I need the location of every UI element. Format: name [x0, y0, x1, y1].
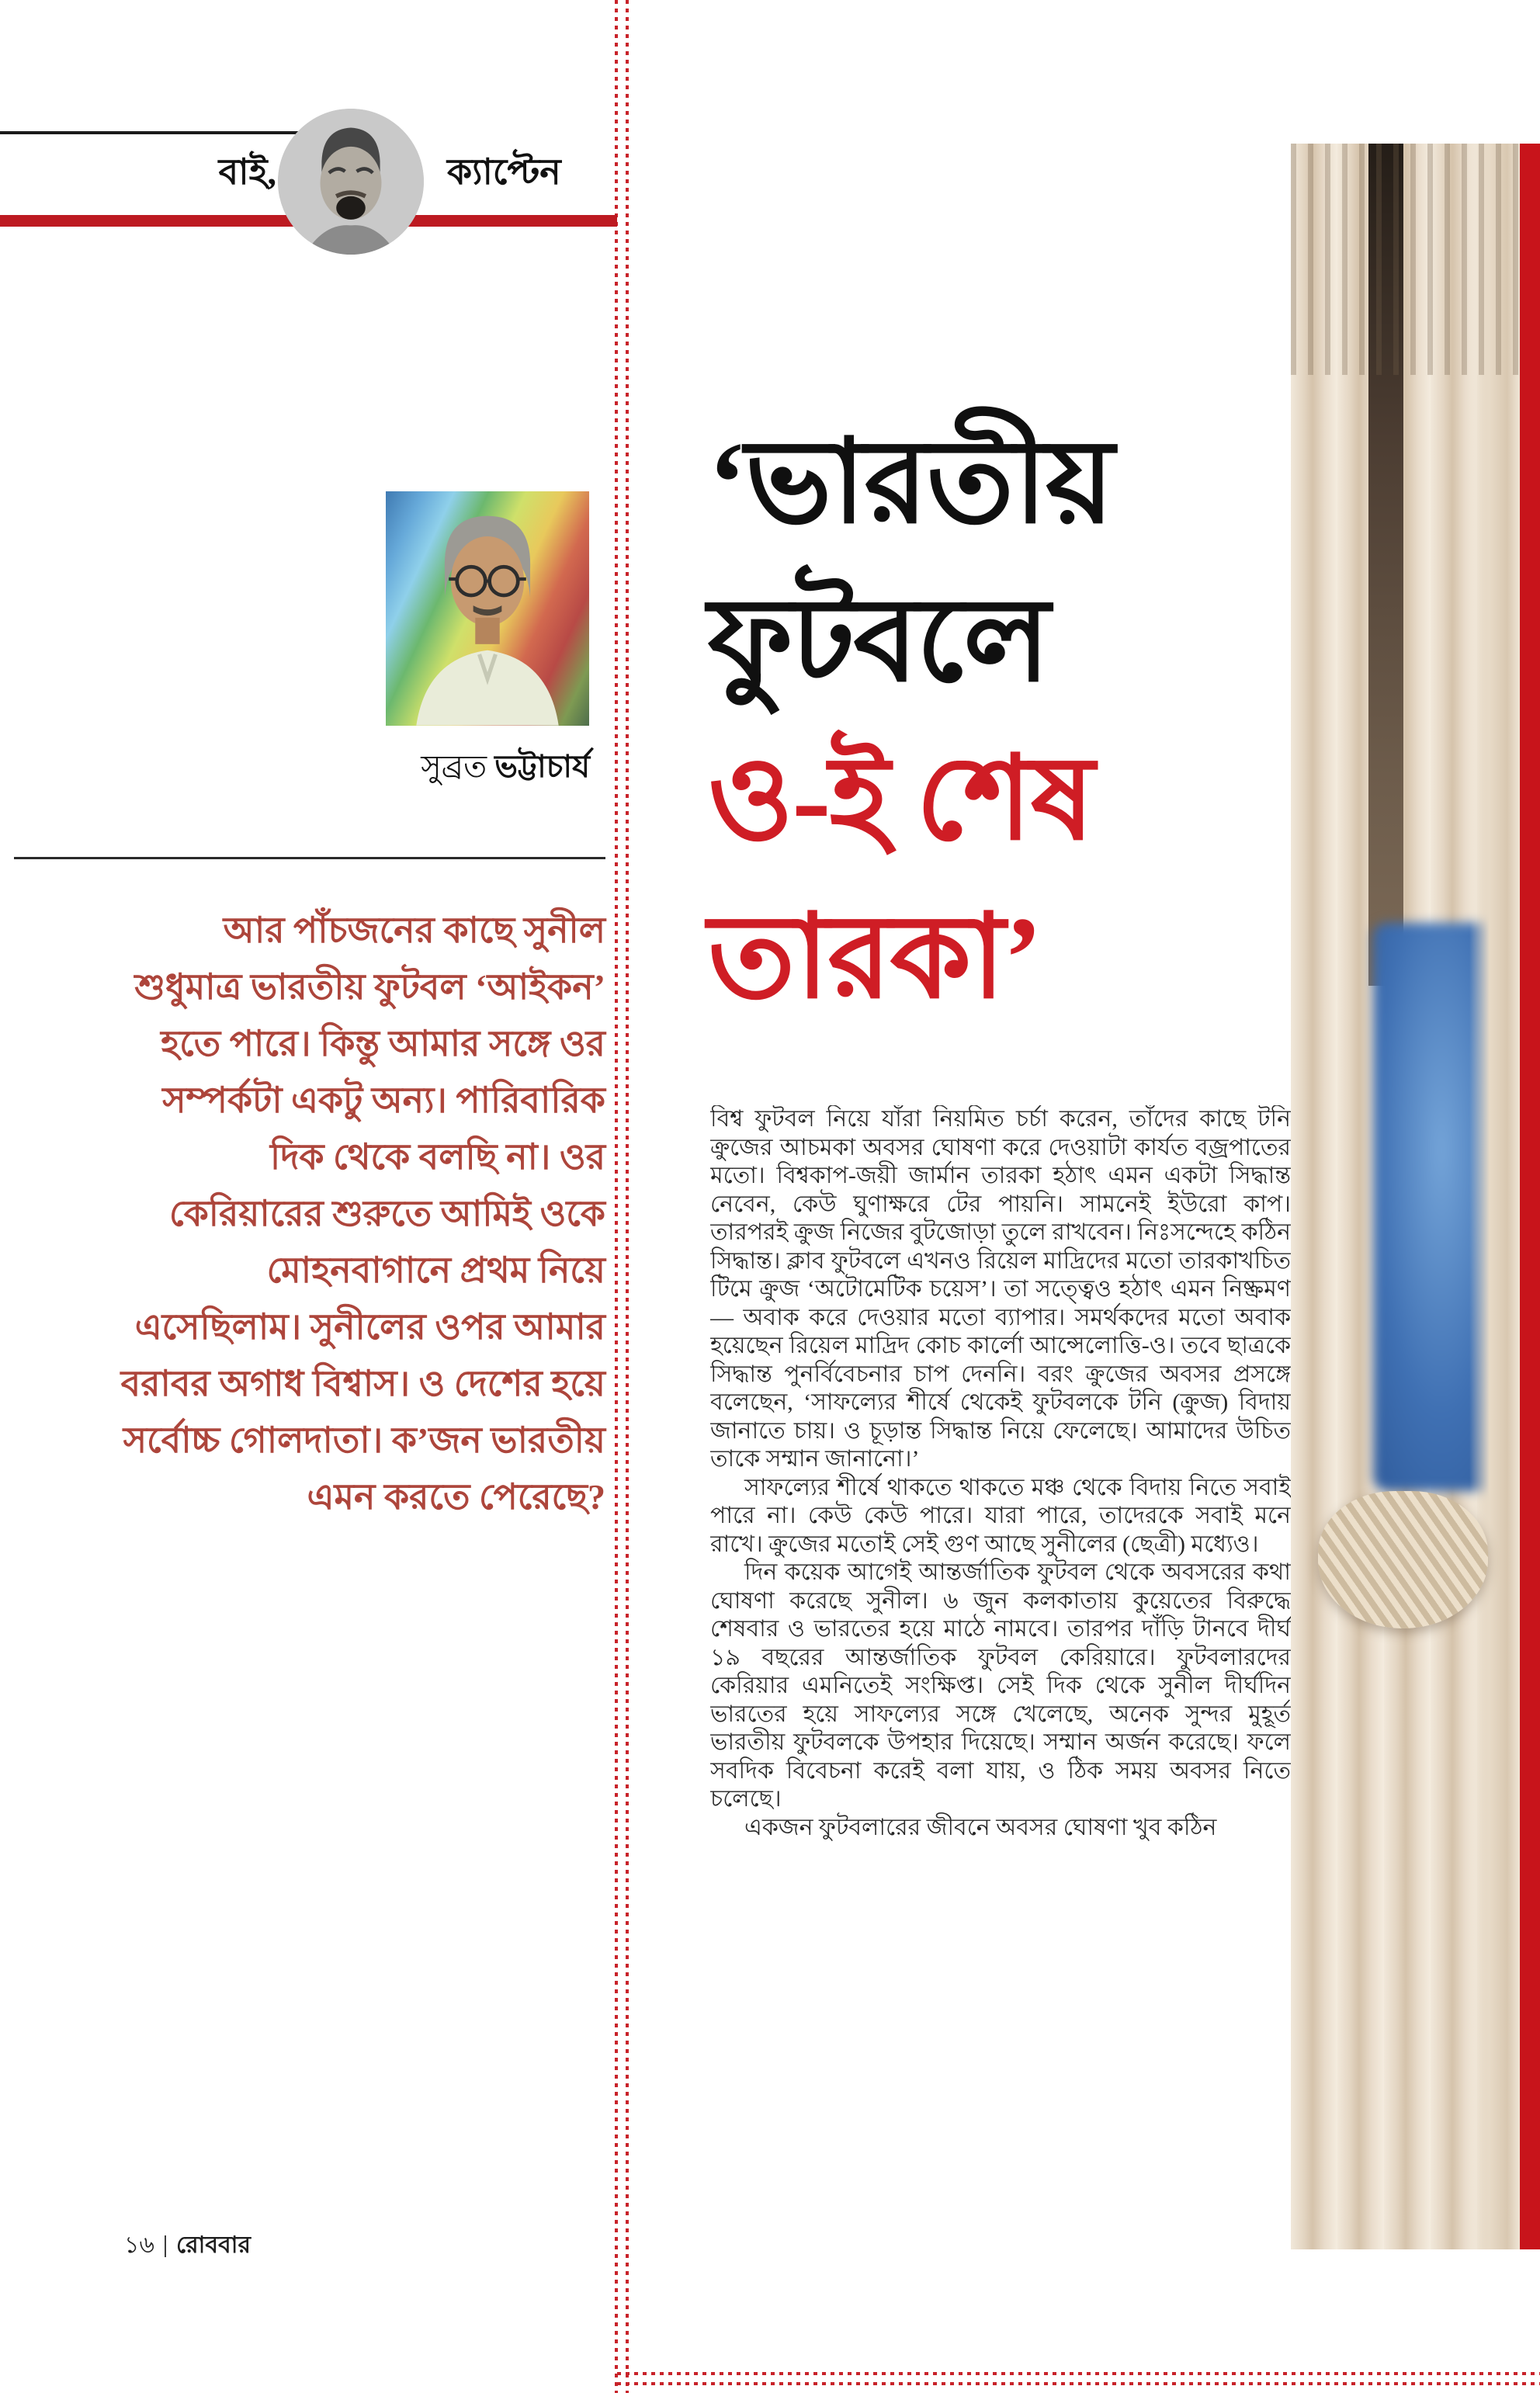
author-first-name: সুব্রত — [421, 749, 487, 784]
shouting-man-icon — [278, 109, 424, 255]
header-label-captain: ক্যাপ্টেন — [447, 152, 561, 192]
article-paragraph-3: দিন কয়েক আগেই আন্তর্জাতিক ফুটবল থেকে অবসরের কথা ঘোষণা করেছে সুনীল। ৬ জুন কলকাতায় কুয়েতের বিরুদ্ধে শেষবার ও ভারতের হয়ে মাঠে নামবে। তারপর দাঁড়ি টানবে দীর্ঘ ১৯ বছরের আন্তর্জাতিক ফুটবল কেরিয়ারে। ফুটবলারদের কেরিয়ার এমনিতেই সংক্ষিপ্ত। সেই দিক থেকে সুনীল দীর্ঘদিন ভারতের হয়ে সাফল্যের সঙ্গে খেলেছে, অনেক সুন্দর মুহূর্ত ভারতীয় ফুটবলকে উপহার দিয়েছে। সম্মান অর্জন করেছে। ফলে সবদিক বিবেচনা করেই বলা যায়, ও ঠিক সময় অবসর নিতে চলেছে। — [710, 1559, 1291, 1812]
author-last-name: ভট্টাচার্য — [494, 749, 590, 784]
headline-line-1: ‘ভারতীয় — [708, 418, 1113, 547]
footer-divider — [165, 2235, 166, 2257]
header-label-bye: বাই, — [218, 152, 276, 192]
curtain-top-pleats — [1291, 144, 1520, 375]
dotted-divider-vertical-inner — [626, 0, 629, 2393]
author-photo — [386, 491, 589, 726]
magazine-name: রোববার — [175, 2232, 251, 2258]
dotted-divider-vertical-outer — [615, 0, 618, 2393]
page-number: ১৬ — [124, 2232, 154, 2258]
right-edge-red-bar — [1520, 144, 1540, 2249]
author-byline — [264, 742, 590, 794]
headline-line-3: ও-ই শেষ — [708, 735, 1094, 864]
pull-quote: আর পাঁচজনের কাছে সুনীল শুধুমাত্র ভারতীয় ফুটবল ‘আইকন’ হতে পারে। কিন্তু আমার সঙ্গে ওর সম্পর্কটা একটু অন্য। পারিবারিক দিক থেকে বলছি না। ওর কেরিয়ারের শুরুতে আমিই ওকে মোহনবাগানে প্রথম নিয়ে এসেছিলাম। সুনীলের ওপর আমার বরাবর অগাধ বিশ্বাস। ও দেশের হয়ে সর্বোচ্চ গোলদাতা। ক’জন ভারতীয় এমন করতে পেরেছে? — [120, 910, 605, 1517]
article-body — [710, 1105, 1291, 2254]
headline-line-4: তারকা’ — [708, 893, 1041, 1022]
byline-divider-rule — [14, 857, 605, 859]
captain-avatar-photo — [278, 109, 424, 255]
dotted-divider-horizontal-bottom — [617, 2382, 1540, 2385]
curtain-photo — [1291, 144, 1520, 2249]
header-top-rule — [0, 131, 304, 134]
article-paragraph-4: একজন ফুটবলারের জীবনে অবসর ঘোষণা খুব কঠিন — [744, 1814, 1217, 1840]
headline-line-2: ফুটবলে — [708, 577, 1049, 706]
article-paragraph-1: বিশ্ব ফুটবল নিয়ে যাঁরা নিয়মিত চর্চা করেন, তাঁদের কাছে টনি ক্রুজের আচমকা অবসর ঘোষণা করে দেওয়াটা কার্যত বজ্রপাতের মতো। বিশ্বকাপ-জয়ী জার্মান তারকা হঠাৎ এমন একটা সিদ্ধান্ত নেবেন, কেউ ঘুণাক্ষরে টের পায়নি। সামনেই ইউরো কাপ। তারপরই ক্রুজ নিজের বুটজোড়া তুলে রাখবেন। নিঃসন্দেহে কঠিন সিদ্ধান্ত। ক্লাব ফুটবলে এখনও রিয়েল মাদ্রিদের মতো তারকাখচিত টিমে ক্রুজ ‘অটোমেটিক চয়েস’। তা সত্ত্বেও হঠাৎ এমন নিষ্ক্রমণ— অবাক করে দেওয়ার মতো ব্যাপার। সমর্থকদের মতো অবাক হয়েছেন রিয়েল মাদ্রিদ কোচ কার্লো আন্সেলোত্তি-ও। তবে ছাত্রকে সিদ্ধান্ত পুনর্বিবেচনার চাপ দেননি। বরং ক্রুজের অবসর প্রসঙ্গে বলেছেন, ‘সাফল্যের শীর্ষে থেকেই ফুটবলকে টনি (ক্রুজ) বিদায় জানাতে চায়। ও চূড়ান্ত সিদ্ধান্ত নিয়ে ফেলেছে। আমাদের উচিত তাকে সম্মান জানানো।’ — [710, 1106, 1291, 1472]
page-footer — [124, 2226, 251, 2266]
curtain-tieback-rope — [1318, 1491, 1487, 1628]
author-portrait-illustration — [386, 491, 589, 726]
curtain-right-fold — [1469, 144, 1520, 2249]
article-paragraph-2: সাফল্যের শীর্ষে থাকতে থাকতে মঞ্চ থেকে বিদায় নিতে সবাই পারে না। কেউ কেউ পারে। যারা পারে, তাদেরকে সবাই মনে রাখে। ক্রুজের মতোই সেই গুণ আছে সুনীলের (ছেত্রী) মধ্যেও। — [710, 1474, 1291, 1557]
dotted-divider-horizontal-top — [617, 2372, 1540, 2375]
article-headline — [708, 404, 1306, 1037]
